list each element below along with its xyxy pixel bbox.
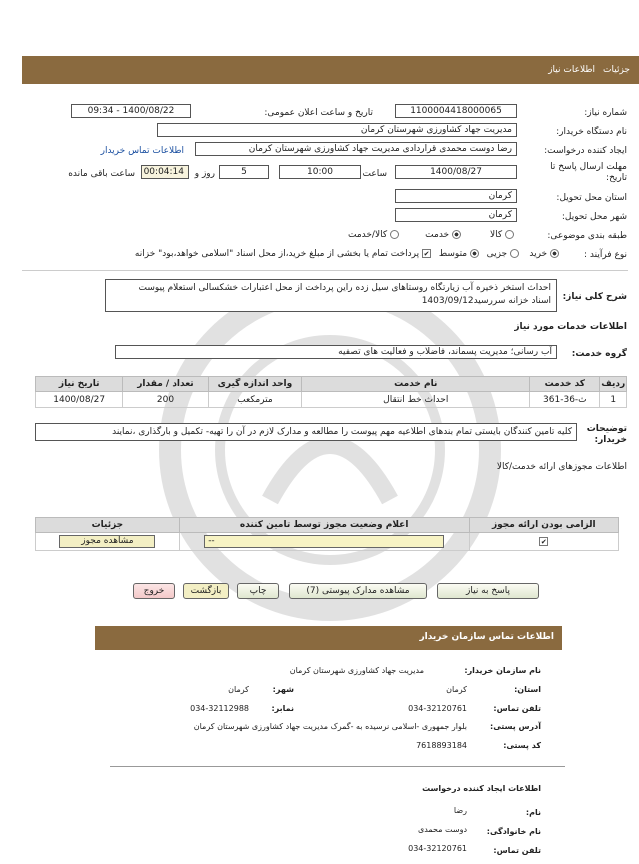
city-field: کرمان [395, 208, 517, 222]
process-label: نوع فرآیند : [584, 250, 627, 260]
process-medium-text: متوسط [438, 249, 468, 259]
top-nav-bar [22, 56, 639, 84]
col-unit: واحد اندازه گیری [208, 377, 302, 392]
payment-note [135, 249, 431, 259]
cell-code: ث-36-361 [530, 392, 600, 408]
deadline-date-field: 1400/08/27 [395, 165, 517, 179]
cell-permit-required [469, 533, 618, 551]
service-group-label: گروه خدمت: [571, 349, 627, 359]
deadline-time-label: ساعت [362, 169, 387, 179]
col-permit-details: جزئیات [36, 518, 180, 533]
city-label: شهر محل تحویل: [561, 212, 627, 222]
buyer-contact-link[interactable]: اطلاعات تماس خریدار [100, 146, 184, 156]
process-partial-option[interactable] [487, 249, 519, 259]
buyer-notes-box: کلیه تامین کنندگان بایستی تمام بندهای اطلاعیه مهم پیوست را مطالعه و مدارک لازم در آن را تهیه- تکمیل و بارگذاری ،نمایند [35, 423, 577, 441]
process-buy-text: خرید [529, 249, 548, 259]
need-number-field: 1100004418000065 [395, 104, 517, 118]
org-label: نام سازمان خریدار: [464, 666, 541, 675]
buyer-notes-label: توضیحات خریدار: [586, 424, 627, 445]
table-row [36, 533, 619, 551]
requester-phone-value: 034-32120761 [408, 844, 467, 853]
announce-label: تاریخ و ساعت اعلان عمومی: [264, 108, 373, 118]
deadline-label: مهلت ارسال پاسخ تا تاریخ: [550, 162, 627, 183]
requester-first-value: رضا [453, 806, 467, 815]
summary-box [105, 279, 557, 312]
col-row: ردیف [600, 377, 627, 392]
checkbox-checked-icon: ✔ [540, 537, 547, 546]
radio-icon[interactable] [510, 249, 519, 258]
back-button[interactable]: بازگشت [183, 583, 229, 599]
creator-field: رضا دوست محمدی قراردادی مدیریت جهاد کشاورزی شهرستان کرمان [195, 142, 517, 156]
process-partial-text: جزیی [486, 249, 508, 259]
requester-title: اطلاعات ایجاد کننده درخواست [422, 784, 541, 793]
org-value: مدیریت جهاد کشاورزی شهرستان کرمان [289, 666, 424, 675]
watermark-emblem [150, 270, 510, 630]
deadline-time-field: 10:00 [279, 165, 361, 179]
checkbox-checked-icon[interactable]: ✔ [423, 250, 430, 258]
category-label: طبقه بندی موضوعی: [547, 231, 627, 241]
col-need-date: تاریخ نیاز [36, 377, 123, 392]
contact-province-value: کرمان [446, 685, 467, 694]
col-quantity: تعداد / مقدار [123, 377, 208, 392]
service-group-field: آب رسانی؛ مدیریت پسماند، فاضلاب و فعالیت های تصفیه [115, 345, 557, 359]
contact-phone-label: تلفن تماس: [493, 704, 541, 713]
contact-fax-label: نمابر: [271, 704, 294, 713]
requester-last-label: نام خانوادگی: [486, 827, 541, 836]
col-service-name: نام خدمت [302, 377, 530, 392]
permits-table-header [36, 518, 619, 533]
divider [110, 766, 565, 767]
radio-icon[interactable] [505, 230, 514, 239]
province-label: استان محل تحویل: [556, 193, 627, 203]
remaining-label: ساعت باقی مانده [68, 169, 135, 179]
requester-last-value: دوست محمدی [417, 825, 467, 834]
contact-city-label: شهر: [272, 685, 294, 694]
days-label: روز و [194, 169, 215, 179]
process-medium-option[interactable] [439, 249, 479, 259]
services-table [35, 376, 627, 408]
exit-button[interactable]: خروج [133, 583, 175, 599]
province-field: کرمان [395, 189, 517, 203]
category-goods-text: کالا [489, 230, 503, 240]
remaining-time-field: 00:04:14 [141, 165, 189, 179]
requester-phone-label: تلفن تماس: [493, 846, 541, 855]
cell-row: 1 [600, 392, 627, 408]
radio-selected-icon[interactable] [470, 249, 479, 258]
cell-unit: مترمکعب [208, 392, 302, 408]
requester-first-label: نام: [525, 808, 541, 817]
tab-need-info[interactable]: اطلاعات نیاز [548, 65, 595, 75]
days-field: 5 [219, 165, 269, 179]
buyer-field: مدیریت جهاد کشاورزی شهرستان کرمان [157, 123, 517, 137]
permit-status-field: -- [204, 535, 444, 548]
table-row [36, 392, 627, 408]
col-permit-status: اعلام وضعیت مجوز توسط تامین کننده [179, 518, 469, 533]
services-table-header [36, 377, 627, 392]
col-service-code: کد خدمت [530, 377, 600, 392]
permits-table [35, 517, 619, 551]
contact-address-label: آدرس پستی: [490, 722, 541, 731]
summary-line-1: احداث استخر ذخیره آب زیارتگاه روستاهای سیل زده راین پرداخت از محل اعتبارات خشکسالی استعلام پیوست [138, 283, 551, 293]
need-number-label: شماره نیاز: [584, 108, 627, 118]
creator-label: ایجاد کننده درخواست: [544, 146, 627, 156]
contact-postal-value: 7618893184 [416, 741, 467, 750]
services-title: اطلاعات خدمات مورد نیاز [514, 322, 627, 332]
contact-postal-label: کد پستی: [503, 741, 541, 750]
contact-phone-value: 034-32120761 [408, 704, 467, 713]
permits-title: اطلاعات مجوزهای ارائه خدمت/کالا [496, 462, 627, 472]
contact-fax-value: 034-32112988 [190, 704, 249, 713]
category-goods-service-text: کالا/خدمت [347, 230, 388, 240]
contact-header [95, 626, 562, 650]
print-button[interactable]: چاپ [237, 583, 279, 599]
tab-details[interactable]: جزئیات [603, 65, 630, 75]
radio-selected-icon[interactable] [452, 230, 461, 239]
contact-address-value: بلوار جمهوری -اسلامی نرسیده به -گمرک مدیریت جهاد کشاورزی شهرستان کرمان [193, 722, 467, 731]
divider [22, 270, 628, 271]
cell-permit-status [179, 533, 469, 551]
announce-date-field: 1400/08/22 - 09:34 [71, 104, 191, 118]
summary-label: شرح کلی نیاز: [562, 292, 627, 302]
view-permit-button[interactable]: مشاهده مجوز [59, 535, 155, 548]
category-service-text: خدمت [425, 230, 450, 240]
category-goods-option[interactable] [490, 230, 514, 240]
attachments-button[interactable]: مشاهده مدارک پیوستی (7) [289, 583, 427, 599]
radio-selected-icon[interactable] [550, 249, 559, 258]
cell-date: 1400/08/27 [36, 392, 123, 408]
category-service-option[interactable] [425, 230, 461, 240]
contact-province-label: استان: [514, 685, 541, 694]
reply-button[interactable]: پاسخ به نیاز [437, 583, 539, 599]
summary-line-2: اسناد خزانه سررسید1403/09/12 [421, 296, 551, 306]
cell-name: احداث خط انتقال [302, 392, 530, 408]
cell-permit-view [36, 533, 180, 551]
category-goods-service-option[interactable] [348, 230, 399, 240]
contact-city-value: کرمان [228, 685, 249, 694]
contact-title: اطلاعات تماس سازمان خریدار [419, 632, 554, 642]
radio-icon[interactable] [390, 230, 399, 239]
cell-qty: 200 [123, 392, 208, 408]
col-permit-required: الزامی بودن ارائه مجوز [469, 518, 618, 533]
process-buy-option[interactable] [529, 249, 559, 259]
buyer-label: نام دستگاه خریدار: [556, 127, 627, 137]
payment-note-text: پرداخت تمام یا بخشی از مبلغ خرید،از محل اسناد "اسلامی خواهد،بود" خزانه [134, 249, 420, 259]
